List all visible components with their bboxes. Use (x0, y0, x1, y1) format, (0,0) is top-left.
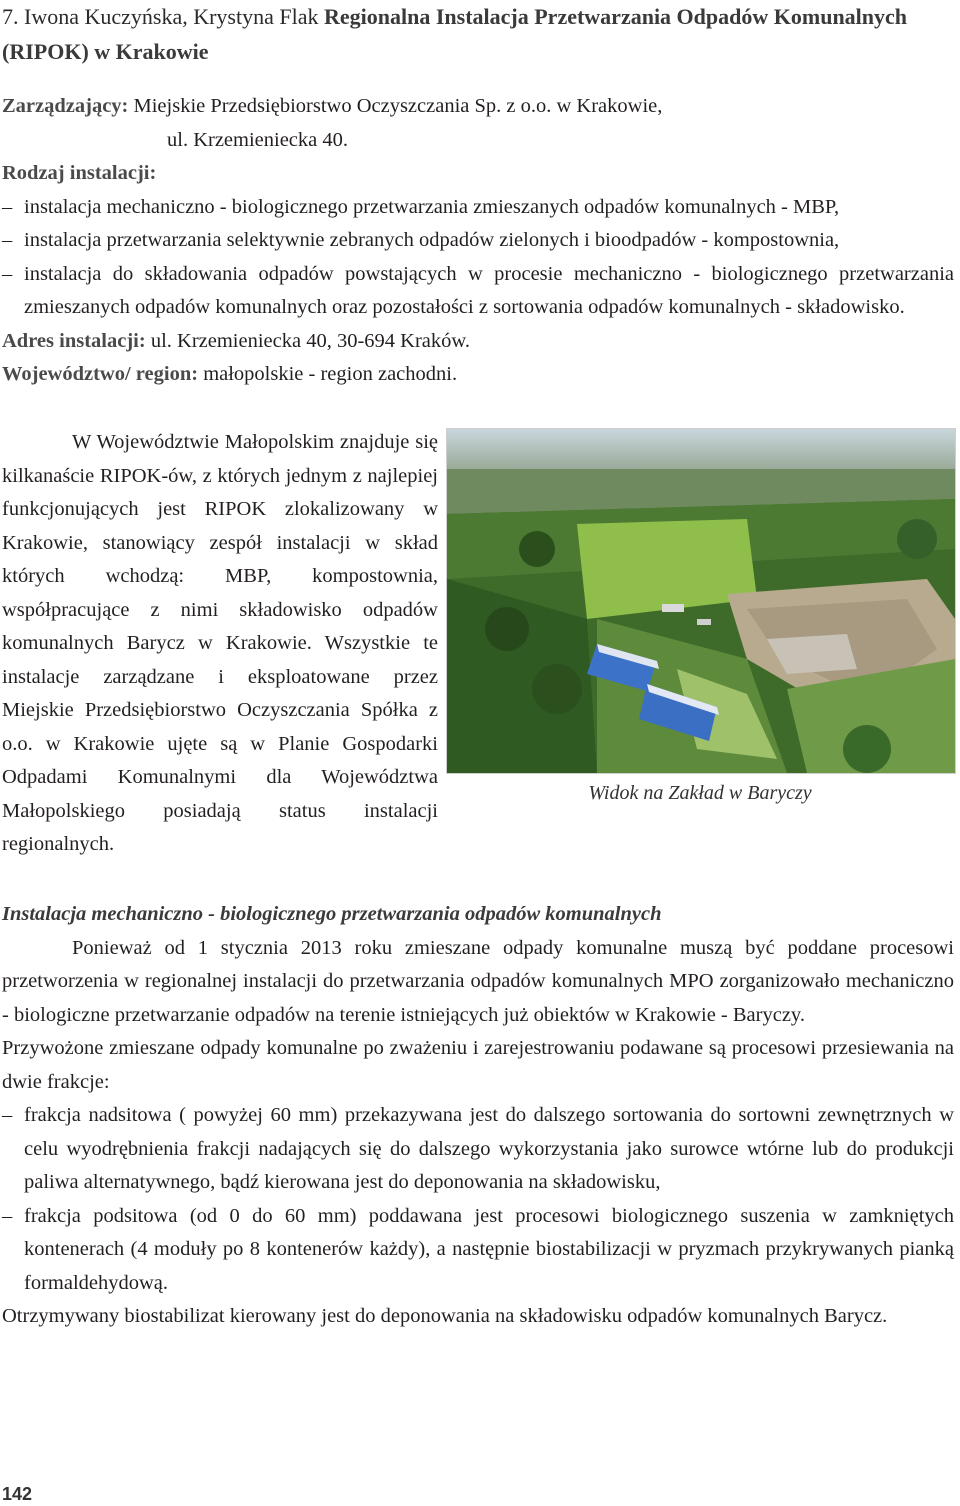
chapter-number: 7. (2, 4, 19, 29)
address-label: Adres instalacji: (2, 329, 146, 352)
list-item: – instalacja przetwarzania selektywnie zebranych odpadów zielonych i bioodpadów - kompostownia, (2, 224, 954, 258)
intro-paragraph: W Województwie Małopolskim znajduje się kilkanaście RIPOK-ów, z których jednym z najlepiej funkcjonujących jest RIPOK zlokalizowany w Krakowie, stanowiący zespół instalacji w skład których wchodzą: MBP, kompostownia, współpracujące z nimi składowisko odpadów komunalnych Barycz w Krakowie. Wszystkie te instalacje zarządzane i eksploatowane przez Miejskie Przedsiębiorstwo Oczyszczania Spółka z o.o. w Krakowie ujęte są w Planie Gospodarki Odpadami Komunalnymi dla Województwa Małopolskiego posiadają status instalacji regionalnych. (2, 431, 438, 855)
chapter-title: Regionalna Instalacja Przetwarzania Odpadów Komunalnych (RIPOK) w Krakowie (2, 4, 908, 64)
paragraph: Przywożone zmieszane odpady komunalne po zważeniu i zarejestrowaniu podawane są procesowi przesiewania na dwie frakcje: (2, 1037, 954, 1093)
region-label: Województwo/ region: (2, 363, 199, 385)
list-item: – instalacja do składowania odpadów powstających w procesie mechaniczno - biologicznego przetwarzania zmieszanych odpadów komunalnych oraz pozostałości z sortowania odpadów komunalnych - składowisko. (2, 258, 954, 325)
manager-label: Zarządzający: (2, 95, 129, 117)
installation-type-label: Rodzaj instalacji: (2, 162, 157, 184)
list-item: – frakcja nadsitowa ( powyżej 60 mm) przekazywana jest do dalszego sortowania do sortowni zewnętrznych w celu wyodrębnienia frakcji nadających się do dalszego wykorzystania jako surowce wtórne lub do produkcji paliwa alternatywnego, bądź kierowana jest do deponowania na składowisku, (2, 1099, 954, 1200)
chapter-authors: Iwona Kuczyńska, Krystyna Flak (24, 4, 319, 29)
chapter-heading (2, 0, 952, 69)
region-value: małopolskie - region zachodni. (203, 363, 458, 385)
list-item: – instalacja mechaniczno - biologicznego przetwarzania zmieszanych odpadów komunalnych - MBP, (2, 191, 954, 225)
aerial-photo (446, 428, 956, 774)
installation-type-list (2, 191, 954, 325)
fractions-list (2, 1099, 954, 1300)
section-block (2, 898, 954, 1334)
manager-line1: Miejskie Przedsiębiorstwo Oczyszczania Sp. z o.o. w Krakowie, (133, 95, 663, 117)
paragraph: Ponieważ od 1 stycznia 2013 roku zmieszane odpady komunalne muszą być poddane procesowi przetworzenia w regionalnej instalacji do przetwarzania odpadów komunalnych MPO zorganizowało mechaniczno - biologiczne przetwarzanie odpadów na terenie istniejących już obiektów w Krakowie - Baryczy. (2, 936, 954, 1026)
page-number: 142 (2, 1484, 33, 1504)
manager-line2: ul. Krzemieniecka 40. (167, 128, 349, 151)
installation-type-block (2, 157, 954, 392)
section-title: Instalacja mechaniczno - biologicznego przetwarzania odpadów komunalnych (2, 903, 662, 925)
closing-paragraph: Otrzymywany biostabilizat kierowany jest do deponowania na składowisku odpadów komunalnych Barycz. (2, 1305, 888, 1327)
address-value: ul. Krzemieniecka 40, 30-694 Kraków. (150, 329, 470, 352)
list-item: – frakcja podsitowa (od 0 do 60 mm) poddawana jest procesowi biologicznego suszenia w zamkniętych kontenerach (4 moduły po 8 kontenerów każdy), a następnie biostabilizacji w pryzmach przykrywanych pianką formaldehydową. (2, 1200, 954, 1301)
photo-caption: Widok na Zakład w Baryczy (588, 782, 812, 804)
manager-block (2, 90, 954, 157)
